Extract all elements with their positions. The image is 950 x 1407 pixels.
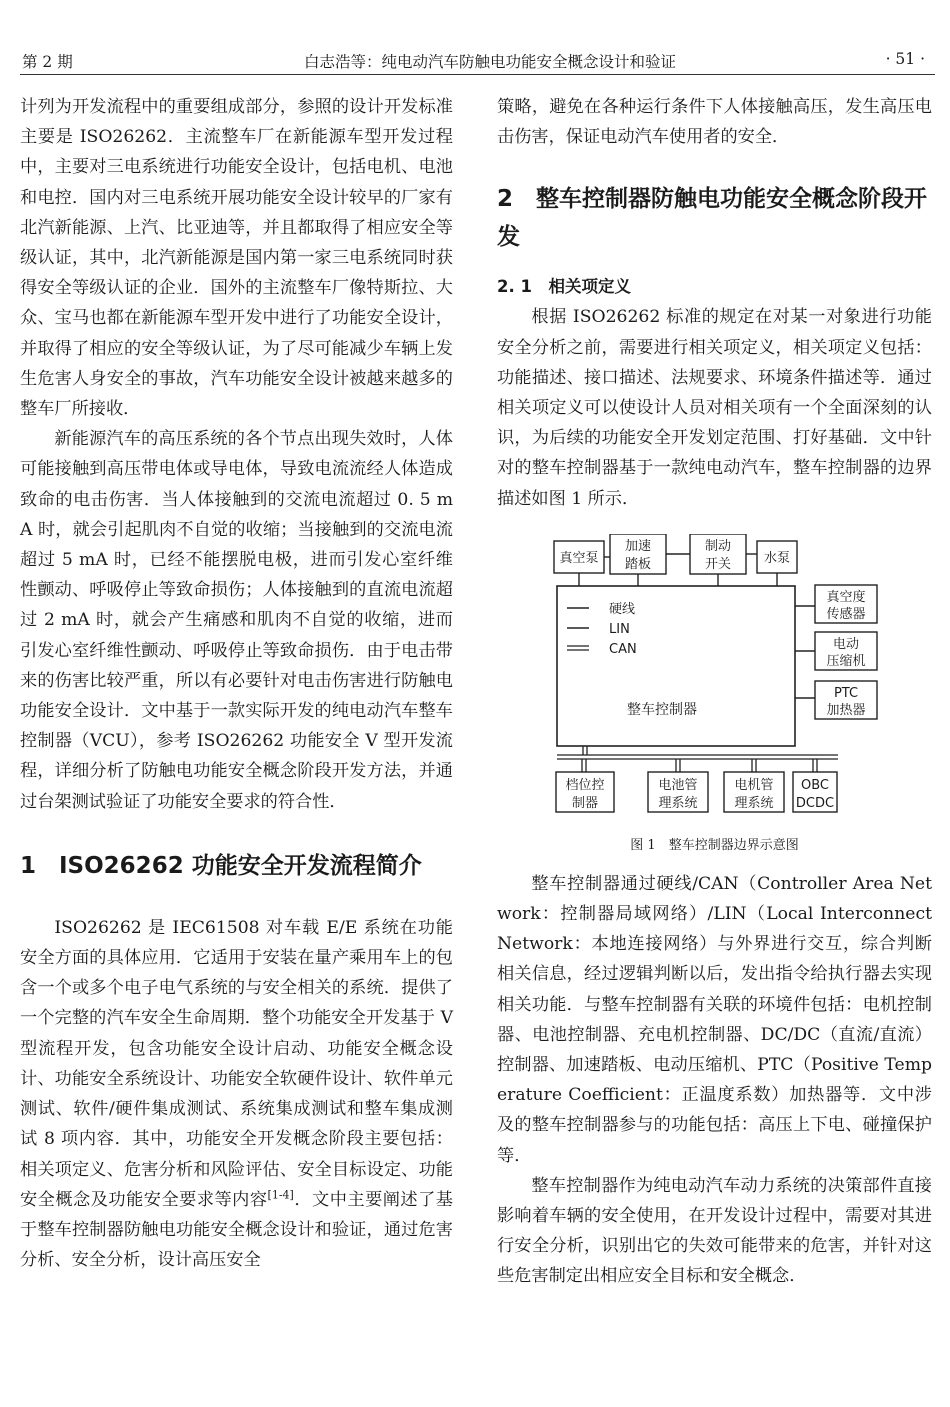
box-label: 加速 [624, 538, 652, 554]
section-1-heading: 1 ISO26262 功能安全开发流程简介 [20, 852, 422, 879]
citation: [1-4] [267, 1187, 294, 1201]
vcu-boundary-diagram [497, 534, 932, 834]
can-bus [557, 746, 838, 772]
box-battery-management [648, 772, 708, 812]
box-gear-controller [556, 772, 614, 812]
box-brake-switch [690, 534, 746, 574]
subsection-heading: 2. 1 相关项定义 [497, 277, 631, 297]
box-vacuum-sensor [815, 585, 877, 623]
box-label: 真空泵 [559, 550, 599, 566]
issue-number: 第 2 期 [22, 53, 73, 71]
box-label: OBC [801, 777, 829, 793]
box-ptc-heater [815, 681, 877, 719]
paragraph: 根据 ISO26262 标准的规定在对某一对象进行功能安全分析之前，需要进行相关项定义，相关项定义包括：功能描述、接口描述、法规要求、环境条件描述等．通过相关项定义可以使设计人员对相关项有一个全面深刻的认识，为后续的功能安全开发划定范围、打好基础．文中针对的整车控制器基于一款纯电动汽车，整车控制器的边界描述如图 1 所示． [497, 307, 932, 509]
left-column [20, 92, 453, 1275]
box-label: 电动 [832, 636, 860, 652]
legend-label: LIN [609, 621, 630, 637]
box-motor-management [724, 772, 784, 812]
box-label: DCDC [795, 795, 835, 811]
vcu-label: 整车控制器 [627, 701, 697, 718]
paragraph: 整车控制器通过硬线/CAN（Controller Area Network：控制器局域网络）/LIN（Local Interconnect Network：本地连接网络）与外界进行交互，综合判断相关信息，经过逻辑判断以后，发出指令给执行器去实现相关功能．与整车控制器有关联的环境件包括：电机控制器、电池控制器、充电机控制器、DC/DC（直流/直流）控制器、加速踏板、电动压缩机、PTC（Positive Temperature Coefficient：正温度系数）加热器等．文中涉及的整车控制器参与的功能包括：高压上下电、碰撞保护等． [497, 873, 933, 1166]
box-obc-dcdc [793, 772, 837, 812]
paragraph-text: ISO26262 是 IEC61508 对车载 E/E 系统在功能安全方面的具体应用．它适用于安装在量产乘用车上的包含一个或多个电子电气系统的与安全相关的系统．提供了一个完整的汽车安全生命周期．整个功能安全开发基于 V 型流程开发，包含功能安全设计启动、功能安全概念设计、功能安全系统设计、功能安全软硬件设计、软件单元测试、软件/硬件集成测试、系统集成测试和整车集成测试 8 项内容．其中，功能安全开发概念阶段主要包括：相关项定义、危害分析和风险评估、安全目标设定、功能安全概念及功能安全要求等内容 [20, 917, 453, 1210]
box-label: 电机管 [734, 777, 774, 793]
box-label: 真空度 [826, 589, 866, 605]
box-label: 开关 [704, 556, 732, 572]
box-vacuum-pump [554, 541, 604, 573]
running-title: 白志浩等：纯电动汽车防触电功能安全概念设计和验证 [303, 53, 676, 71]
box-label: 档位控 [565, 777, 605, 793]
page-number: · 51 · [885, 50, 925, 68]
figure-caption: 图 1 整车控制器边界示意图 [630, 837, 799, 853]
box-label: 理系统 [734, 795, 774, 811]
box-label: 加热器 [826, 702, 866, 718]
legend-label: CAN [609, 641, 637, 657]
vcu-box [557, 586, 795, 746]
paragraph: 整车控制器作为纯电动汽车动力系统的决策部件直接影响着车辆的安全使用，在开发设计过程中，需要对其进行安全分析，识别出它的失效可能带来的危害，并针对这些危害制定出相应安全目标和安全概念． [497, 1175, 932, 1287]
right-column [497, 92, 932, 1292]
right-connectors [795, 606, 815, 698]
box-accelerator-pedal [610, 534, 666, 574]
box-electric-compressor [815, 632, 877, 670]
figure-1 [497, 534, 932, 869]
box-label: 水泵 [763, 550, 791, 566]
paragraph [20, 913, 453, 1275]
box-label: 踏板 [624, 556, 652, 572]
box-water-pump [757, 541, 797, 573]
paragraph-text: ．文中主要阐述了基于整车控制器防触电功能安全概念设计和验证，通过危害分析、安全分析，设计高压安全 [20, 1189, 453, 1271]
paragraph: 策略，避免在各种运行条件下人体接触高压，发生高压电击伤害，保证电动汽车使用者的安全． [497, 97, 932, 148]
box-label: 电池管 [658, 777, 698, 793]
header-rule [20, 74, 935, 75]
box-label: 压缩机 [826, 653, 866, 669]
paragraph: 计列为开发流程中的重要组成部分，参照的设计开发标准主要是 ISO26262．主流整车厂在新能源车型开发过程中，主要对三电系统进行功能安全设计，包括电机、电池和电控．国内对三电系统开展功能安全设计较早的厂家有北汽新能源、上汽、比亚迪等，并且都取得了相应安全等级认证，其中，北汽新能源是国内第一家三电系统同时获得安全等级认证的企业．国外的主流整车厂像特斯拉、大众、宝马也都在新能源车型开发中进行了功能安全设计，并取得了相应的安全等级认证，为了尽可能减少车辆上发生危害人身安全的事故，汽车功能安全设计被越来越多的整车厂所接收． [20, 97, 453, 420]
paragraph: 新能源汽车的高压系统的各个节点出现失效时，人体可能接触到高压带电体或导电体，导致电流流经人体造成致命的电击伤害．当人体接触到的交流电流超过 0. 5 mA 时，就会引起肌肉不自觉的收缩；当接触到的交流电流超过 5 mA 时，已经不能摆脱电极，进而引发心室纤维性颤动、呼吸停止等致命损伤；人体接触到的直流电流超过 2 mA 时，就会产生痛感和肌肉不自觉的收缩，进而引发心室纤维性颤动、呼吸停止等致命损伤．由于电击带来的伤害比较严重，所以有必要针对电击伤害进行防触电功能安全设计．文中基于一款实际开发的纯电动汽车整车控制器（VCU），参考 ISO26262 功能安全 V 型开发流程，详细分析了防触电功能安全概念阶段开发方法，并通过台架测试验证了功能安全要求的符合性． [20, 429, 453, 812]
legend [567, 601, 637, 657]
top-connectors [579, 554, 777, 586]
section-2-heading: 2 整车控制器防触电功能安全概念阶段开发 [497, 186, 928, 251]
box-label: PTC [833, 685, 859, 701]
box-label: 传感器 [826, 606, 866, 622]
box-label: 制动 [704, 538, 732, 554]
page-header [20, 40, 935, 72]
box-label: 制器 [571, 795, 599, 811]
legend-label: 硬线 [609, 601, 636, 617]
box-label: 理系统 [658, 795, 698, 811]
